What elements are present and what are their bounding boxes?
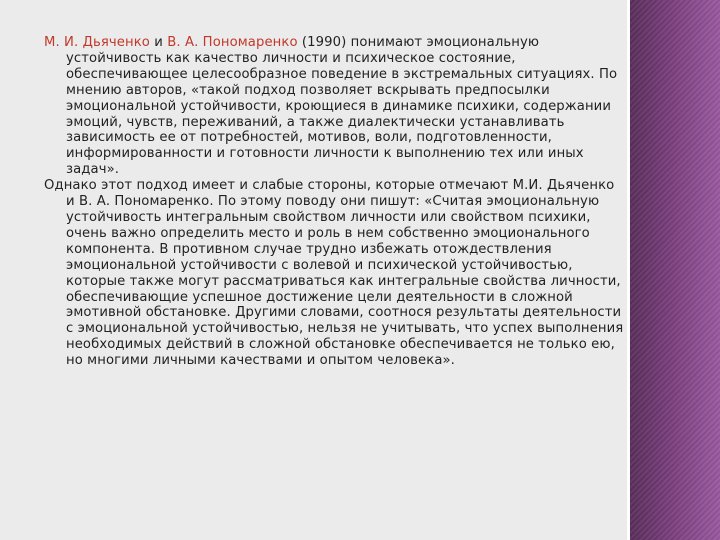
paragraph-1 — [44, 35, 626, 178]
author-name-1: М. И. Дьяченко — [44, 35, 150, 50]
decorative-side-panel — [630, 0, 720, 540]
conjunction: и — [149, 35, 168, 50]
text-body — [44, 35, 626, 369]
paragraph-1-text: (1990) понимают эмоциональную устойчивость как качество личности и психическое состояние, обеспечивающее целесообразное поведение в экстремальных ситуациях. По мнению авторов, «такой подход позволяет вскрывать предпосылки эмоциональной устойчивости, кроющиеся в динамике психики, содержании эмоций, чувств, переживаний, а также диалектически устанавливать зависимость ее от потребностей, мотивов, воли, подготовленности, информированности и готовности личности к выполнению тех или иных задач». — [66, 35, 618, 178]
author-name-2: В. А. Пономаренко — [167, 35, 298, 50]
paragraph-2 — [44, 178, 626, 369]
paragraph-2-text: Однако этот подход имеет и слабые стороны, которые отмечают М.И. Дьяченко и В. А. Пономаренко. По этому поводу они пишут: «Считая эмоциональную устойчивость интегральным свойством личности или свойством психики, очень важно определить место и роль в нем собственно эмоционального компонента. В противном случае трудно избежать отождествления эмоциональной устойчивости с волевой и психической устойчивостью, которые также могут рассматриваться как интегральные свойства личности, обеспечивающие успешное достижение цели деятельности в сложной эмотивной обстановке. Другими словами, соотнося результаты деятельности с эмоциональной устойчивостью, нельзя не учитывать, что успех выполнения необходимых действий в сложной обстановке обеспечивается не только ею, но многими личными качествами и опытом человека». — [44, 178, 624, 369]
